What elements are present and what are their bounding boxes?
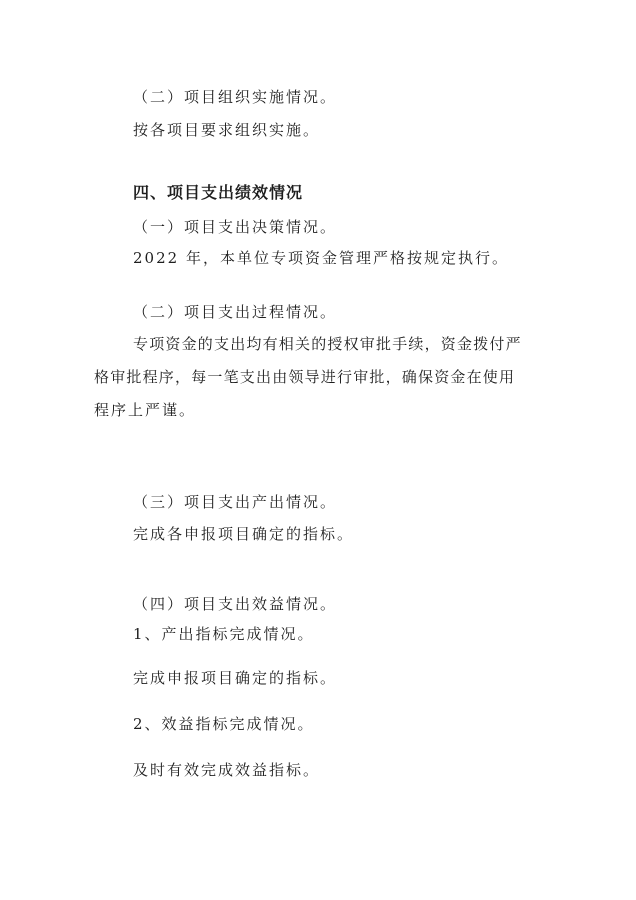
- section-heading-expenditure-performance: 四、项目支出绩效情况: [133, 183, 304, 202]
- item-benefit-indicator: 2、效益指标完成情况。: [133, 715, 315, 733]
- subheading-expenditure-output: （三）项目支出产出情况。: [133, 493, 338, 511]
- subheading-expenditure-benefit: （四）项目支出效益情况。: [133, 595, 338, 613]
- paragraph-process-line-1: 专项资金的支出均有相关的授权审批手续，资金拨付严: [133, 335, 522, 353]
- subheading-project-organization: （二）项目组织实施情况。: [133, 88, 338, 106]
- paragraph-organization-text: 按各项目要求组织实施。: [133, 121, 321, 139]
- paragraph-output-indicator-text: 完成申报项目确定的指标。: [133, 669, 338, 687]
- item-output-indicator: 1、产出指标完成情况。: [133, 625, 315, 643]
- paragraph-process-line-3: 程序上严谨。: [94, 401, 197, 419]
- paragraph-process-line-2: 格审批程序，每一笔支出由领导进行审批，确保资金在使用: [94, 368, 516, 386]
- paragraph-output-text: 完成各申报项目确定的指标。: [133, 525, 355, 543]
- subheading-expenditure-decision: （一）项目支出决策情况。: [133, 218, 338, 236]
- paragraph-decision-text: 2022 年，本单位专项资金管理严格按规定执行。: [133, 249, 509, 267]
- subheading-expenditure-process: （二）项目支出过程情况。: [133, 303, 338, 321]
- paragraph-benefit-indicator-text: 及时有效完成效益指标。: [133, 761, 321, 779]
